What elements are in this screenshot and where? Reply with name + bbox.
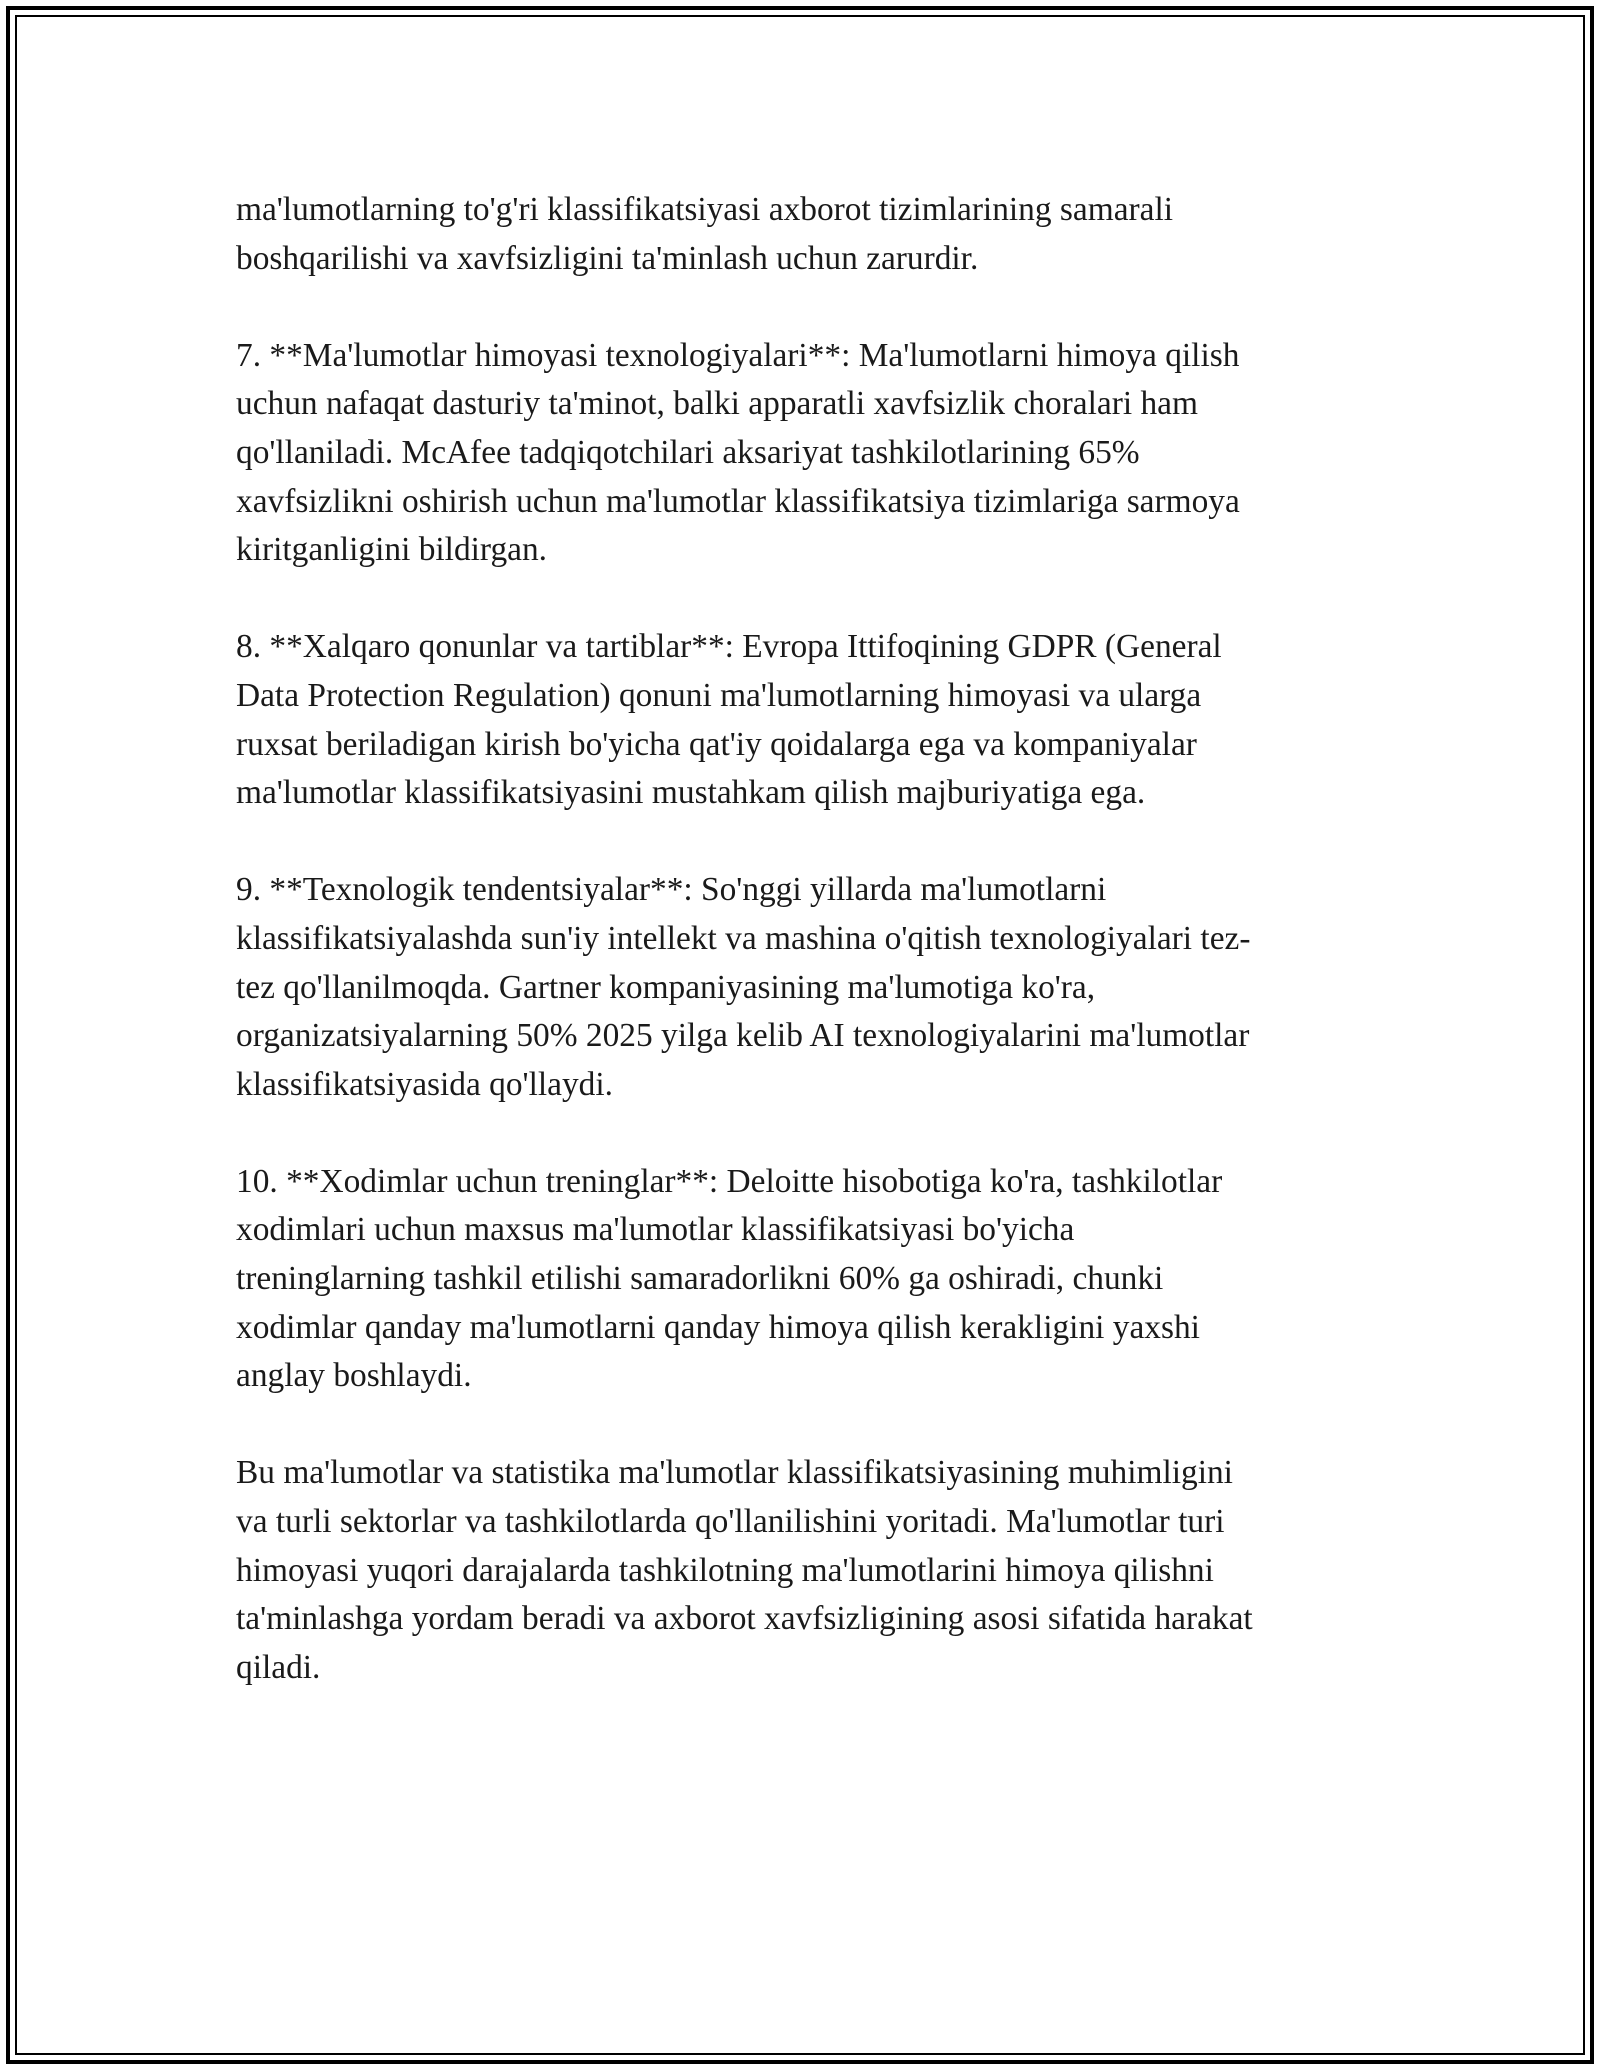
text-line: klassifikatsiyasida qo'llaydi. [236, 1065, 613, 1103]
text-line: klassifikatsiyalashda sun'iy intellekt va mashina o'qitish texnologiyalari tez- [236, 919, 1251, 957]
text-line: uchun nafaqat dasturiy ta'minot, balki apparatli xavfsizlik choralari ham [236, 385, 1198, 423]
paragraph-item-8 [236, 623, 1361, 817]
text-line: ta'minlashga yordam beradi va axborot xavfsizligining asosi sifatida harakat [236, 1600, 1253, 1638]
text-line: treninglarning tashkil etilishi samaradorlikni 60% ga oshiradi, chunki [236, 1260, 1164, 1298]
text-line: 8. **Xalqaro qonunlar va tartiblar**: Evropa Ittifoqining GDPR (General [236, 628, 1222, 666]
text-line: ma'lumotlar klassifikatsiyasini mustahkam qilish majburiyatiga ega. [236, 774, 1146, 812]
text-line: organizatsiyalarning 50% 2025 yilga kelib AI texnologiyalarini ma'lumotlar [236, 1017, 1250, 1055]
paragraph-conclusion [236, 1449, 1361, 1692]
text-line: qo'llaniladi. McAfee tadqiqotchilari aksariyat tashkilotlarining 65% [236, 433, 1140, 471]
text-line: xavfsizlikni oshirish uchun ma'lumotlar klassifikatsiya tizimlariga sarmoya [236, 482, 1240, 520]
text-line: himoyasi yuqori darajalarda tashkilotning ma'lumotlarini himoya qilishni [236, 1551, 1214, 1589]
paragraph-item-9 [236, 866, 1361, 1109]
text-line: tez qo'llanilmoqda. Gartner kompaniyasining ma'lumotiga ko'ra, [236, 968, 1096, 1006]
text-line: anglay boshlaydi. [236, 1357, 472, 1395]
text-line: ruxsat beriladigan kirish bo'yicha qat'iy qoidalarga ega va kompaniyalar [236, 725, 1197, 763]
paragraph-intro [236, 186, 1361, 283]
text-line: xodimlari uchun maxsus ma'lumotlar klassifikatsiyasi bo'yicha [236, 1211, 1075, 1249]
text-line: Data Protection Regulation) qonuni ma'lumotlarning himoyasi va ularga [236, 676, 1202, 714]
text-line: ma'lumotlarning to'g'ri klassifikatsiyasi axborot tizimlarining samarali [236, 191, 1174, 228]
paragraph-item-10 [236, 1158, 1361, 1401]
text-line: xodimlar qanday ma'lumotlarni qanday himoya qilish kerakligini yaxshi [236, 1308, 1200, 1346]
text-line: va turli sektorlar va tashkilotlarda qo'llanilishini yoritadi. Ma'lumotlar turi [236, 1503, 1225, 1541]
text-line: 7. **Ma'lumotlar himoyasi texnologiyalari**: Ma'lumotlarni himoya qilish [236, 336, 1240, 374]
text-line: Bu ma'lumotlar va statistika ma'lumotlar klassifikatsiyasining muhimligini [236, 1454, 1233, 1492]
text-line: 9. **Texnologik tendentsiyalar**: So'nggi yillarda ma'lumotlarni [236, 871, 1107, 909]
text-line: kiritganligini bildirgan. [236, 531, 547, 569]
text-line: 10. **Xodimlar uchun treninglar**: Deloitte hisobotiga ko'ra, tashkilotlar [236, 1162, 1223, 1200]
document-body [236, 186, 1361, 1692]
text-line: boshqarilishi va xavfsizligini ta'minlash uchun zarurdir. [236, 239, 979, 277]
text-line: qiladi. [236, 1648, 321, 1686]
paragraph-item-7 [236, 332, 1361, 575]
